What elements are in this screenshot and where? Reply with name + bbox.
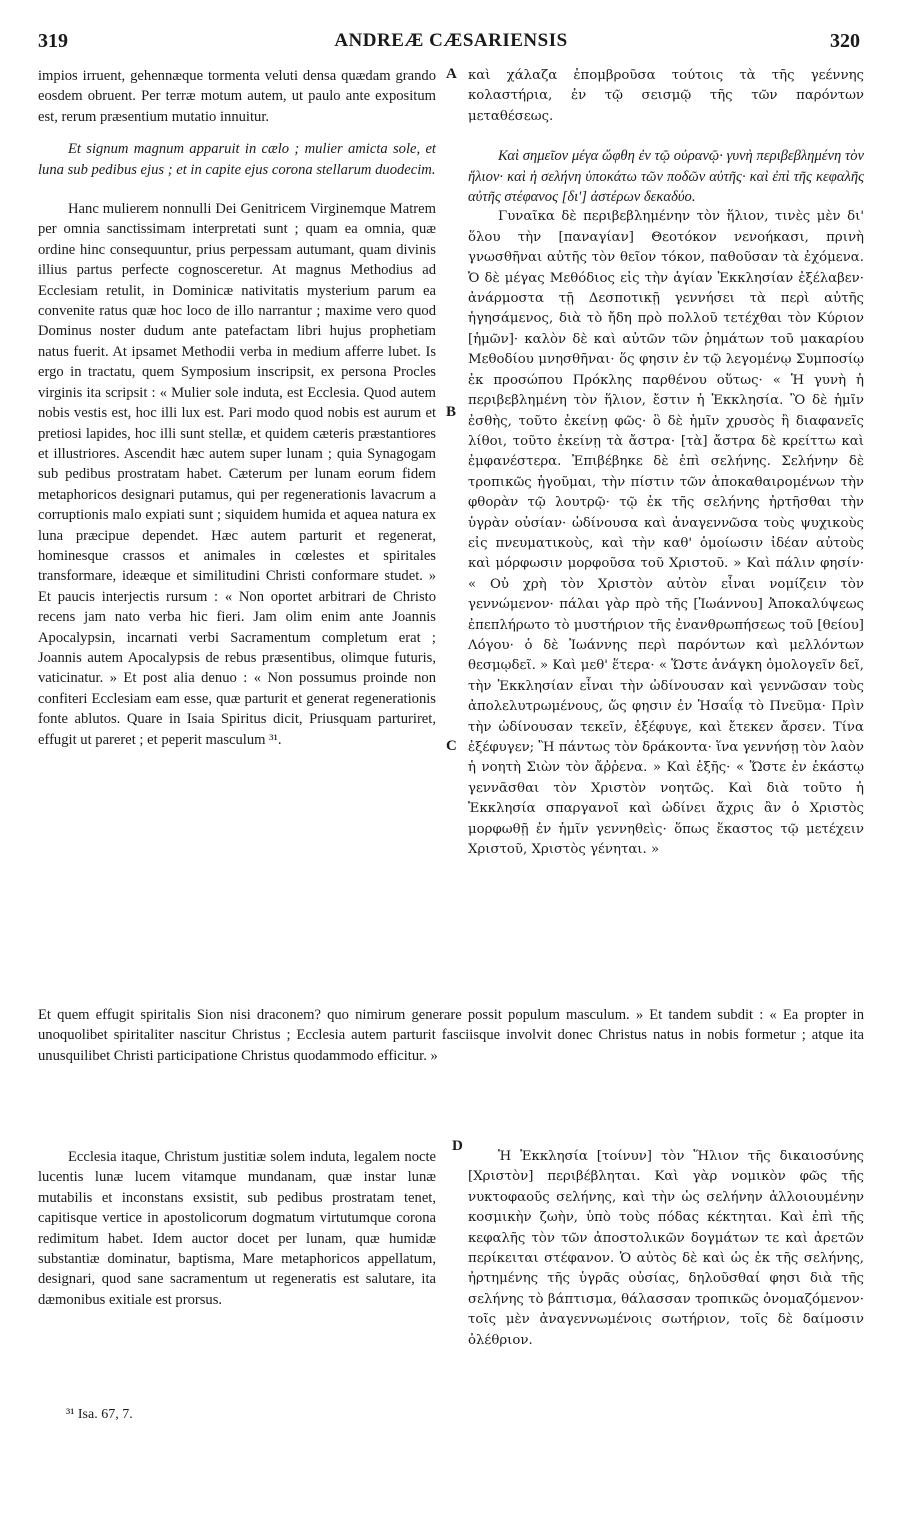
margin-marker-a: A — [446, 66, 457, 82]
latin-spanning-paragraph: Et quem effugit spiritalis Sion nisi draconem? quo nimirum generare possit populum masculum. » Et tandem subdit : « Ea propter in unoquolibet spiritaliter nascitur Christus ; Ecclesia autem parturit fasciisque involvit donec Christus natus in nobis formetur ; atque ita unusquilibet Christi participatione Christus quodammodo efficitur. » — [38, 1007, 864, 1064]
greek-column-upper — [468, 66, 864, 860]
greek-column-lower — [468, 1147, 864, 1351]
greek-paragraph-final: Ἡ Ἐκκλησία [τοίνυν] τὸν Ἥλιον τῆς δικαιοσύνης [Χριστὸν] περιβέβληται. Καὶ γὰρ νομικὸν φῶς τῆς νυκτοφαοῦς σελήνης, καὶ τὴν ὡς σελήνην ἀλλοιουμένην κοσμικὴν ζωὴν, ὑπὸ τοὺς πόδας κέκτηται. Καὶ ἐπὶ τῆς κεφαλῆς τὸν τῶν ἀποστολικῶν δογμάτων τε καὶ ἀρετῶν περίκειται στέφανον. Ὁ αὐτὸς δὲ καὶ ὡς ἐκ τῆς σελήνης, ἠρτημένης τῆς ὑγρᾶς οὐσίας, δηλοῦσθαί φησι διὰ τῆς σελήνης τὸ βάπτισμα, θάλασσαν τροπικῶς ὀνομαζόμενον· τοῖς μὲν ἀναγεννωμένοις σωτήριον, τοῖς δὲ δαίμοσιν ὀλέθριον. — [468, 1149, 864, 1348]
greek-paragraph-commentary: Γυναῖκα δὲ περιβεβλημένην τὸν ἥλιον, τινὲς μὲν δι' ὅλου τὴν [παναγίαν] Θεοτόκον νενοήκασι, πρινὴ γνωσθῆναι αὐτῆς τὸν θεῖον τόκον, παθοῦσαν τὰ ἐχόμενα. Ὁ δὲ μέγας Μεθόδιος εἰς τὴν ἁγίαν Ἐκκλησίαν ἐξέλαβεν· ἀνάρμοστα τῇ Δεσποτικῇ γεννήσει τὰ περὶ αὐτῆς ἡγησάμενος, διὰ τὸ ἤδη πρὸ πολλοῦ τετέχθαι τὸν Κύριον [ἡμῶν]· καλὸν δὲ καὶ αὐτῶν τῶν ῥημάτων τοῦ μακαρίου Μεθοδίου μνησθῆναι· ὅς φησιν ἐν τῷ λεγομένῳ Συμποσίῳ ἐκ προσώπου Πρόκλης παρθένου οὕτως· « Ἡ γυνὴ ἡ περιβεβλημένη τὸν ἥλιον, ἔστιν ἡ Ἐκκλησία. Ὃ δὲ ἡμῖν ἐσθὴς, τοῦτο ἐκείνῃ φῶς· ὃ δὲ ἡμῖν χρυσὸς ἢ διαφανεῖς λίθοι, τοῦτο ἐκείνῃ τὰ ἄστρα· [τὰ] ἄστρα δὲ κρείττω καὶ ἐμφανέστερα. Ἐπιβέβηκε δὲ ἐπὶ σελήνης. Σελήνην δὲ τροπικῶς ἡγοῦμαι, τὴν πίστιν τῶν ἀποκαθαιρομένων τὴν φθορὰν τῷ λουτρῷ· τῷ ἐκ τῆς σελήνης ἠρτῆσθαι τὴν ὑγρὰν οὐσίαν· ὠδίνουσα καὶ ἀναγεννῶσα τοὺς ψυχικοὺς εἰς πνευματικοὺς, καὶ τὴν καθ' ὁμοίωσιν ἰδέαν αὐτοὺς καὶ μόρφωσιν μορφοῦσα τοῦ Χριστοῦ. » Καὶ πάλιν φησίν· « Οὐ χρὴ τὸν Χριστὸν αὐτὸν εἶναι νομίζειν τὸν γεννώμενον· πάλαι γὰρ πρὸ τῆς [Ἰωάννου] Ἀποκαλύψεως ἐπεπλήρωτο τὸ μυστήριον τῆς ἐνανθρωπήσεως τοῦ [θείου] Λόγου· ὁ δὲ Ἰωάννης περὶ παρόντων καὶ μελλόντων θεσμῳδεῖ. » Καὶ μεθ' ἕτερα· « Ὥστε ἀνάγκη ὁμολογεῖν δεῖ, τὴν Ἐκκλησίαν εἶναι τὴν ὠδίνουσαν καὶ γεννῶσαν τοὺς ἀπολελυτρωμένους, ὥς φησιν ἐν Ἡσαΐᾳ τὸ Πνεῦμα· Πρὶν τὴν ὠδίνουσαν τεκεῖν, ἐξέφυγε, καὶ ἔτεκεν ἄρσεν. Τίνα ἐξέφυγεν; Ἢ πάντως τὸν δράκοντα· ἵνα γεννήσῃ τὸν λαὸν ἡ νοητὴ Σιὼν τὸν ἄῤῥενα. » Καὶ ἑξῆς· « Ὥστε ἐν ἑκάστῳ γεννᾶσθαι τὸν Χριστὸν νοητῶς. Καὶ διὰ τοῦτο ἡ Ἐκκλησία σπαργανοῖ καὶ ὠδίνει ἄχρις ἂν ὁ Χριστὸς μορφωθῇ ἐν ἡμῖν γεννηθεὶς· ὅπως ἕκαστος τῷ μετέχειν Χριστοῦ, Χριστὸς γένηται. » — [468, 209, 864, 858]
latin-paragraph-commentary: Hanc mulierem nonnulli Dei Genitricem Virginemque Matrem per omnia sanctissimam interpretati sunt ; quam ea omnia, quæ ordine hinc consequuntur, prius perpessam autumant, quam divinis illius partus perfecte cognosceretur. At magnus Methodius ad Ecclesiam retulit, in Dominicæ nativitatis mysterium parum ea convenite ratus quæ hoc loco de illo narrantur ; maxime vero quod Dominus noster dudum ante patefactam libri hujus prophetiam natus fuerit. At ipsamet Methodii verba in medium afferre lubet. Is ergo in tractatu, quem Symposium inscripsit, ex persona Procles virginis ita scripsit : « Mulier sole induta, est Ecclesia. Quod autem nobis vestis est, hoc illi lux est. Pari modo quod nobis est aurum et pretiosi lapides, hoc illi sunt stellæ, et quidem cæteris præstantiores et illustriores. Ascendit hæc autem super lunam ; quia Synagogam sub pedibus prostratam habet. Cæterum per lunam eorum fidem metaphoricos designari putamus, qui per regenerationis lavacrum a corruptionis malo expiati sunt ; siquidem humida et aquea natura ex luna præcipue dependet. Hæc autem parturit et regenerat, hominesque crassos et animales in cœlestes et spiritales transformare, ideæque et similitudini Christi conformare studet. » Et paucis interjectis rursum : « Non oportet arbitrari de Christo recens jam nato verba hic fieri. Jam olim enim ante Joannis Apocalypsin, incarnati verbi Sacramentum completum erat ; Joannis autem Apocalypsis de rebus præsentibus, olimque futuris, vaticinatur. » Et post alia denuo : « Non possumus proinde non confiteri Ecclesiam eam esse, quæ parturit et generat regenerationis fonte ablutos. Quare in Isaia Spiritus dicit, Priusquam parturiret, effugit ut pareret ; et peperit masculum ³¹. — [38, 201, 436, 748]
latin-column-lower — [38, 1147, 436, 1310]
latin-column-upper — [38, 66, 436, 750]
latin-paragraph-1: impios irruent, gehennæque tormenta veluti densa quædam grando eosdem obruent. Per terræ motum autem, ut paulo ante expositum est, rerum præsentium mutatio innuitur. — [38, 68, 436, 125]
greek-scripture-verse: Καὶ σημεῖον μέγα ὤφθη ἐν τῷ οὐρανῷ· γυνὴ περιβεβλημένη τὸν ἥλιον· καὶ ἡ σελήνη ὑποκάτω τῶν ποδῶν αὐτῆς· καὶ ἐπὶ τῆς κεφαλῆς αὐτῆς στέφανος [δι'] ἀστέρων δεκαδύο. — [468, 148, 864, 206]
footnote: ³¹ Isa. 67, 7. — [66, 1407, 133, 1422]
page-header — [0, 30, 902, 62]
running-title: ANDREÆ CÆSARIENSIS — [334, 30, 568, 51]
margin-marker-d: D — [452, 1138, 463, 1154]
latin-spanning-text — [38, 1005, 864, 1066]
page-number-right: 320 — [830, 30, 860, 52]
latin-paragraph-final: Ecclesia itaque, Christum justitiæ solem induta, legalem nocte lucentis lunæ lucem vitamque mundanam, quæ instar lunæ mutabilis et inconstans exsistit, sub pedibus prostratam tenet, capitisque vertice in apostolicorum dogmatum virtutumque corona redimitum habet. Idem auctor docet per lunam, quæ humidæ substantiæ dominatur, baptisma, Mare metaphoricos appellatum, designari, quod sane sacramentum ut regeneratis est salutare, ita dæmonibus exitiale est prorsus. — [38, 1149, 436, 1308]
margin-marker-b: B — [446, 404, 457, 420]
margin-marker-c: C — [446, 738, 457, 754]
latin-scripture-verse: Et signum magnum apparuit in cælo ; mulier amicta sole, et luna sub pedibus ejus ; et in capite ejus corona stellarum duodecim. — [38, 141, 436, 178]
page-number-left: 319 — [38, 30, 68, 52]
greek-paragraph-1: καὶ χάλαζα ἐπομβροῦσα τούτοις τὰ τῆς γεέννης κολαστήρια, ἐν τῷ σεισμῷ τῆς τῶν παρόντων μεταθέσεως. — [468, 68, 864, 124]
